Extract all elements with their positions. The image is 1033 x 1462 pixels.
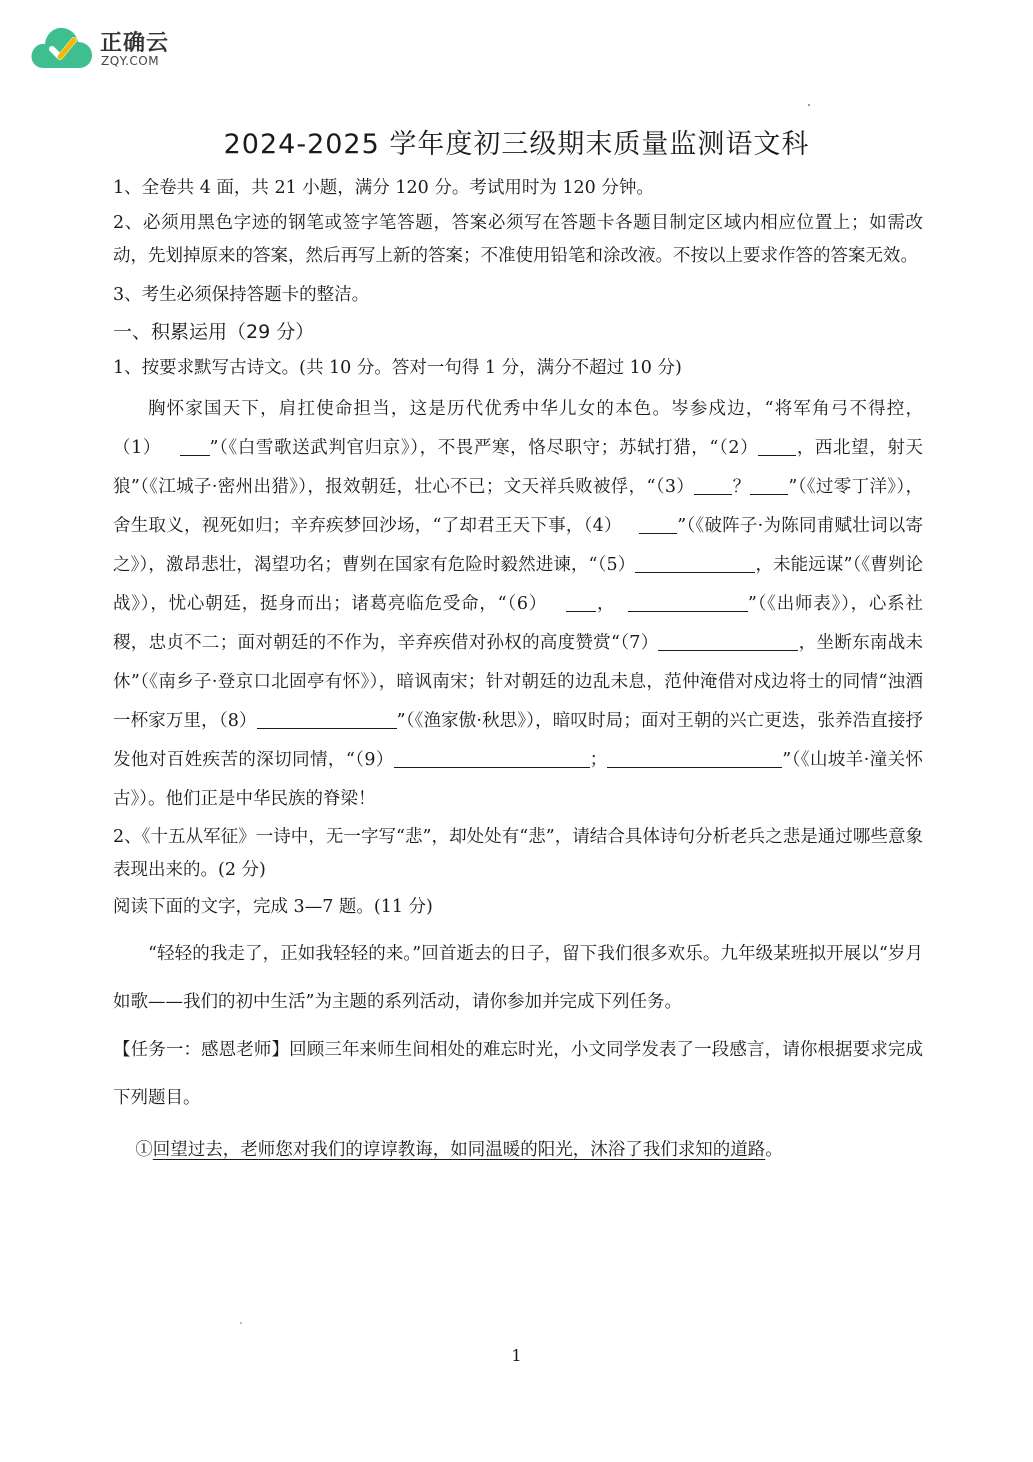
cloud-check-icon <box>30 22 94 72</box>
answer-blank-5[interactable] <box>635 554 755 573</box>
instruction-1: 1、全卷共 4 面，共 21 小题，满分 120 分。考试用时为 120 分钟。 <box>113 178 654 198</box>
task-1-heading: 【任务一：感恩老师】回顾三年来师生间相处的难忘时光，小文同学发表了一段感言，请你根据要求完成下列题目。 <box>113 1040 923 1108</box>
answer-blank-7[interactable] <box>658 632 798 651</box>
question-1-head: 1、按要求默写古诗文。(共 10 分。答对一句得 1 分，满分不超过 10 分) <box>113 358 682 378</box>
answer-blank-9b[interactable] <box>607 749 782 768</box>
question-1-passage: 胸怀家国天下，肩扛使命担当，这是历代优秀中华儿女的本色。岑参戍边，“将军角弓不得控，（1） ”（《白雪歌送武判官归京》），不畏严寒，恪尽职守；苏轼打猎，“（2） ，西北望，射天狼”（《江城子·密州出猎》），报效朝廷，壮心不已；文天祥兵败被俘，“（3） ？ ”（《过零丁洋》），舍生取义，视死如归；辛弃疾梦回沙场，“了却君王天下事，（4） ”（《破阵子·为陈同甫赋壮词以寄之》），激昂悲壮，渴望功名；曹刿在国家有危险时毅然进谏，“（5） ，未能远谋”（《曹刿论战》），忧心朝廷，挺身而出；诸葛亮临危受命，“（6） ， ”（《出师表》），心系社稷，忠贞不二；面对朝廷的不作为，辛弃疾借对孙权的高度赞赏“（7） ，坐断东南战未休”（《南乡子·登京口北固亭有怀》），暗讽南宋；针对朝廷的边乱未息，范仲淹借对戍边将士的同情“浊酒一杯家万里，（8） ”（《渔家傲·秋思》），暗叹时局；面对王朝的兴亡更迭，张养浩直接抒发他对百姓疾苦的深切同情，“（9） ； ”（《山坡羊·潼关怀古》）。他们正是中华民族的脊梁！ <box>113 399 924 809</box>
exam-body <box>113 172 923 1174</box>
reading-heading: 阅读下面的文字，完成 3—7 题。(11 分) <box>113 897 433 917</box>
logo-domain: ZQY.COM <box>101 54 160 68</box>
answer-blank-2[interactable] <box>758 437 796 456</box>
answer-blank-1[interactable] <box>180 437 210 456</box>
reading-intro: “轻轻的我走了，正如我轻轻的来。”回首逝去的日子，留下我们很多欢乐。九年级某班拟开展以“岁月如歌——我们的初中生活”为主题的系列活动，请你参加并完成下列任务。 <box>113 944 923 1012</box>
sentence-1: ①回望过去，老师您对我们的谆谆教诲，如同温暖的阳光，沐浴了我们求知的道路。 <box>135 1140 783 1160</box>
answer-blank-6b[interactable] <box>628 593 748 612</box>
scan-speck <box>240 1322 242 1324</box>
answer-blank-3a[interactable] <box>694 476 732 495</box>
logo-name: 正确云 <box>100 31 170 56</box>
logo <box>30 22 190 76</box>
answer-blank-8[interactable] <box>257 710 397 729</box>
answer-blank-4[interactable] <box>639 515 677 534</box>
section-heading-1: 一、积累运用（29 分） <box>113 321 315 343</box>
instruction-3: 3、考生必须保持答题卡的整洁。 <box>113 285 370 305</box>
answer-blank-6a[interactable] <box>566 593 596 612</box>
answer-blank-9a[interactable] <box>394 749 590 768</box>
page-number: 1 <box>511 1346 522 1365</box>
question-2: 2、《十五从军征》一诗中，无一字写“悲”，却处处有“悲”，请结合具体诗句分析老兵之悲是通过哪些意象表现出来的。(2 分) <box>113 827 923 880</box>
instruction-2: 2、必须用黑色字迹的钢笔或签字笔答题，答案必须写在答题卡各题目制定区域内相应位置上；如需改动，先划掉原来的答案，然后再写上新的答案；不准使用铅笔和涂改液。不按以上要求作答的答案无效。 <box>113 213 923 266</box>
scan-speck <box>808 104 810 106</box>
page-title: 2024-2025 学年度初三级期末质量监测语文科 <box>223 129 810 160</box>
answer-blank-3b[interactable] <box>750 476 788 495</box>
